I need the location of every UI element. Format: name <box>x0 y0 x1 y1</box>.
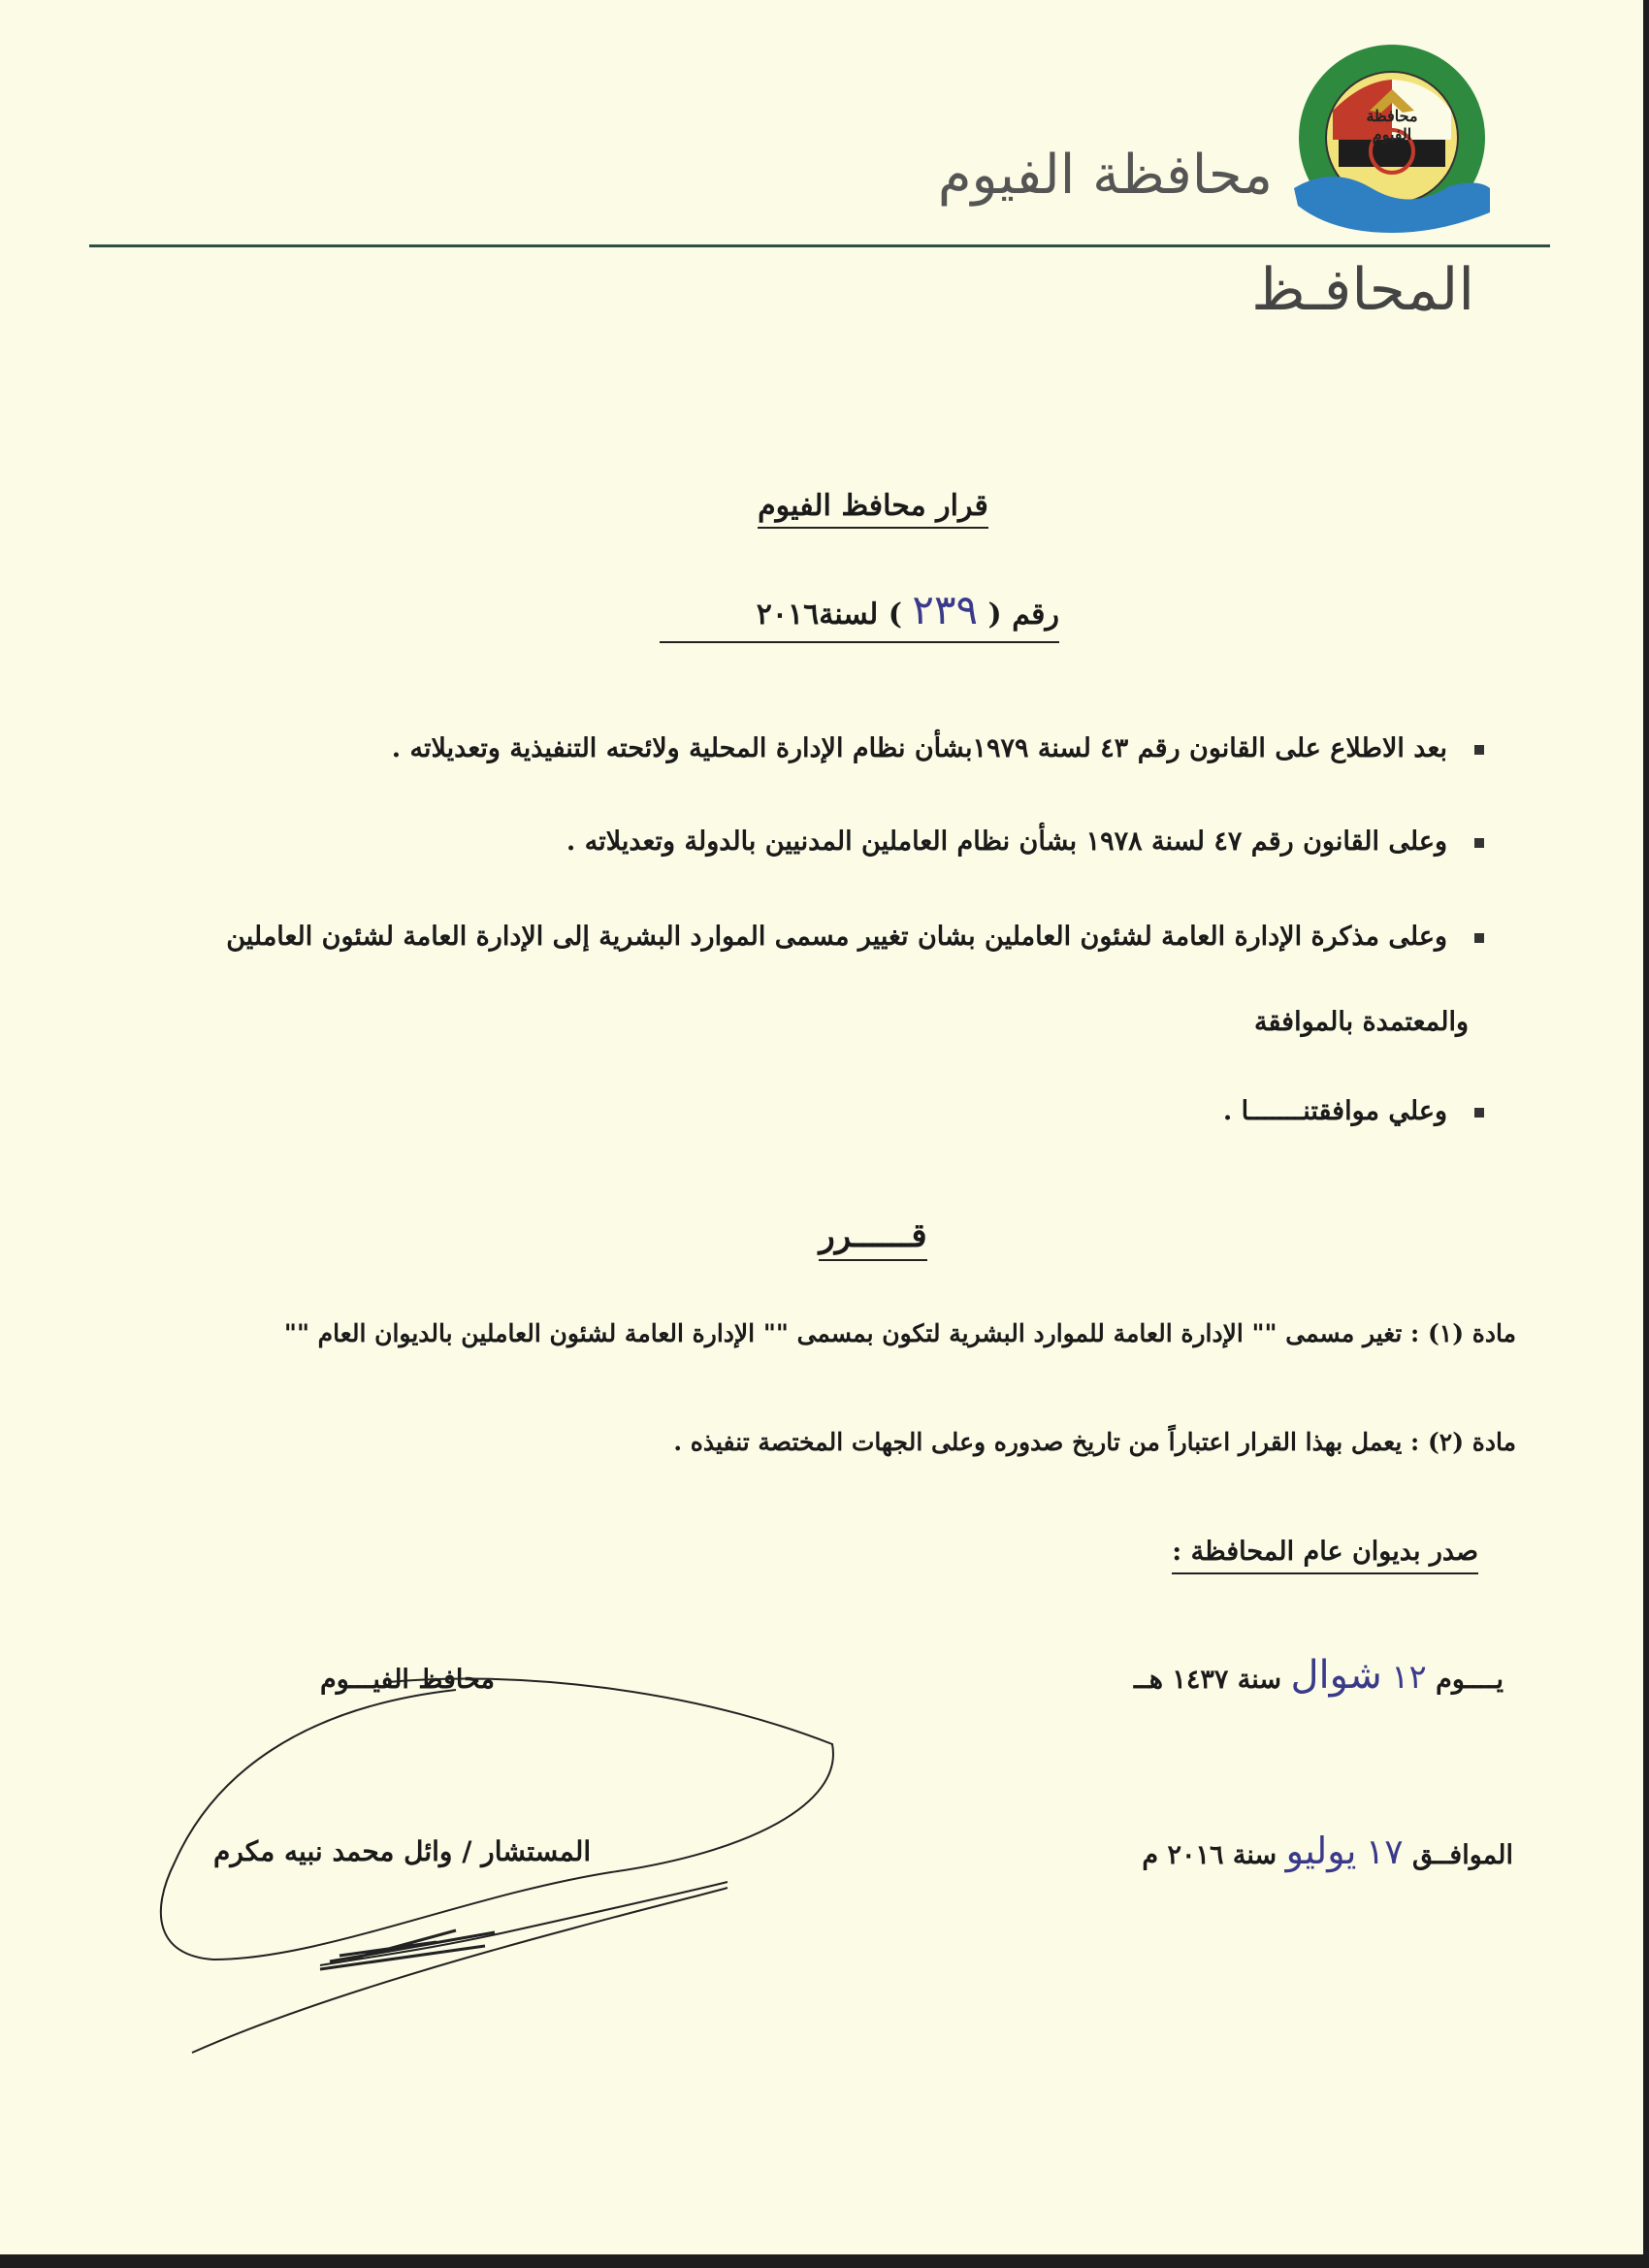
decided-heading-wrap <box>728 1216 1018 1255</box>
preamble-text: وعلى مذكرة الإدارة العامة لشئون العاملين بشان تغيير مسمى الموارد البشرية إلى الإدارة العامة لشئون العاملين <box>226 922 1447 952</box>
decree-number-handwritten: ٢٣٩ <box>912 586 979 633</box>
gregorian-day-handwritten: ١٧ <box>1365 1832 1404 1872</box>
governorate-logo <box>1294 43 1490 233</box>
gregorian-month-handwritten: يوليو <box>1285 1830 1357 1872</box>
bullet-icon <box>1474 745 1484 755</box>
hijri-day-label: يــــوم <box>1436 1665 1504 1695</box>
bullet-icon <box>1474 1108 1484 1118</box>
bullet-icon <box>1474 933 1484 943</box>
preamble-continuation: والمعتمدة بالموافقة <box>1254 1007 1469 1037</box>
preamble-text: وعلي موافقتنـــــــا . <box>1222 1096 1447 1126</box>
handwritten-signature <box>146 1669 844 2066</box>
number-paren-open: ( <box>987 598 1002 632</box>
hijri-year: سنة ١٤٣٧ هــ <box>1133 1665 1282 1695</box>
preamble-item <box>175 1096 1484 1126</box>
governorate-name: محافظة الفيوم <box>937 144 1273 207</box>
preamble-text: بعد الاطلاع على القانون رقم ٤٣ لسنة ١٩٧٩بشأن نظام الإدارة المحلية ولائحته التنفيذية وتعديلاته . <box>391 733 1447 763</box>
decree-title: قرار محافظ الفيوم <box>758 489 988 529</box>
gregorian-label: الموافــق <box>1411 1840 1513 1870</box>
bullet-icon <box>1474 838 1484 848</box>
office-title: المحافـظ <box>1251 256 1474 324</box>
date-gregorian <box>1142 1830 1513 1872</box>
preamble-item <box>175 922 1484 952</box>
article-2: مادة (٢) : يعمل بهذا القرار اعتباراً من تاريخ صدوره وعلى الجهات المختصة تنفيذه . <box>673 1428 1516 1456</box>
preamble-item <box>175 733 1484 763</box>
date-hijri <box>1134 1653 1504 1698</box>
article-1: مادة (١) : تغير مسمى "" الإدارة العامة للموارد البشرية لتكون بمسمى "" الإدارة العامة لشئون العاملين بالديوان العام "" <box>283 1319 1516 1347</box>
scan-edge-bottom <box>0 2254 1649 2268</box>
decided-heading: قــــــرر <box>819 1216 926 1261</box>
decree-number-line <box>660 586 1059 643</box>
signatory-name: المستشار / وائل محمد نبيه مكرم <box>213 1835 592 1867</box>
preamble-text: وعلى القانون رقم ٤٧ لسنة ١٩٧٨ بشأن نظام العاملين المدنيين بالدولة وتعديلاته . <box>566 826 1447 857</box>
number-prefix: رقم <box>1012 598 1059 632</box>
signatory-title: محافظ الفيـــوم <box>320 1665 495 1695</box>
hijri-day-handwritten: ١٢ <box>1391 1658 1427 1697</box>
scan-edge-right <box>1643 0 1649 2268</box>
logo-text: محافظة الفيوم <box>1366 107 1418 144</box>
decree-title-wrap <box>679 489 1067 523</box>
issued-at: صدر بديوان عام المحافظة : <box>1172 1537 1478 1574</box>
preamble-item <box>175 826 1484 857</box>
hijri-month-handwritten: شوال <box>1290 1653 1382 1698</box>
decree-year: لسنة٢٠١٦ <box>756 598 879 632</box>
number-paren-close: ) <box>888 598 902 632</box>
gregorian-year: سنة ٢٠١٦ م <box>1142 1840 1277 1870</box>
header-rule <box>89 244 1550 247</box>
